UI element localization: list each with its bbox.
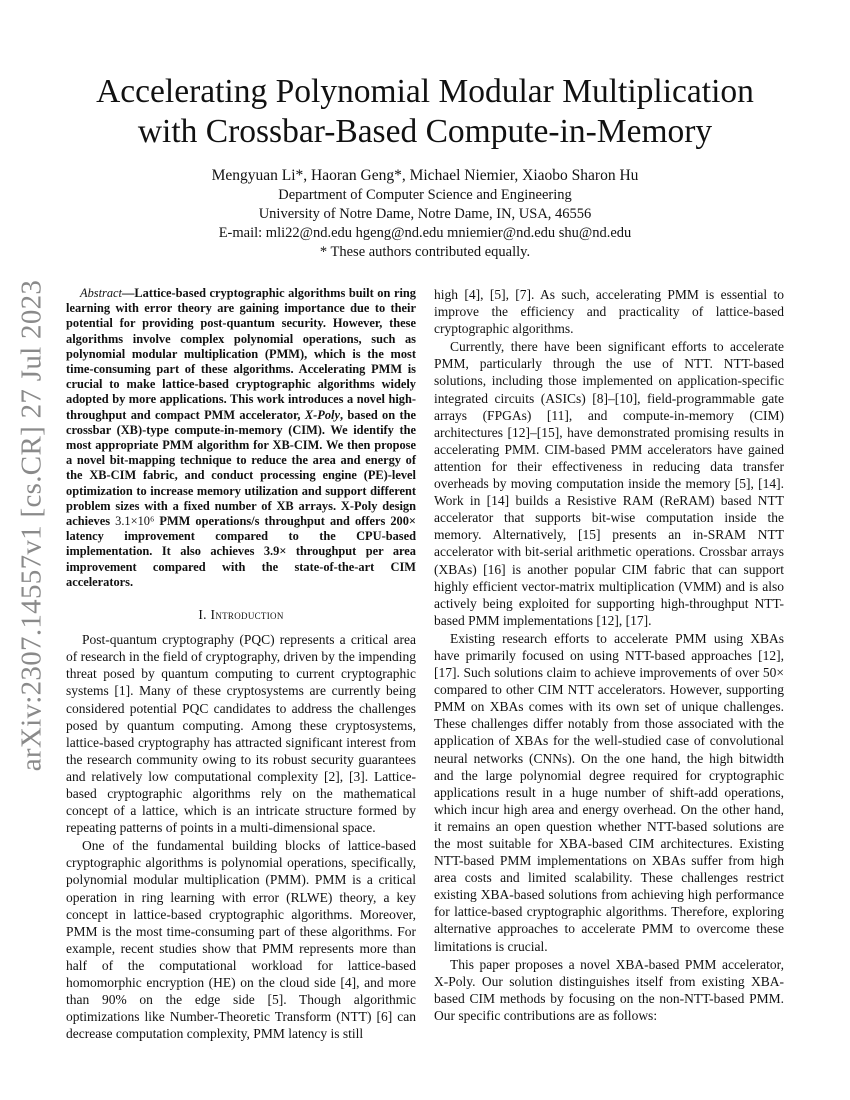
paper-title — [60, 72, 790, 152]
title-line-1: Accelerating Polynomial Modular Multiplication — [96, 73, 754, 110]
abstract-label: Abstract — [80, 286, 122, 300]
design-name: X-Poly — [304, 407, 340, 422]
author-university: University of Notre Dame, Notre Dame, IN, USA, 46556 — [258, 206, 592, 222]
author-names: Mengyuan Li*, Haoran Geng*, Michael Niemier, Xiaobo Sharon Hu — [211, 167, 639, 184]
intro-paragraph-3: Currently, there have been significant efforts to accelerate PMM, particularly through the use of NTT. NTT-based solutions, including those implemented on application-specific integrated circuits (ASICs) [8]–[10], field-programmable gate arrays (FPGAs) [11], and compute-in-memory (CIM) architectures [12]–[15], have demonstrated promising results in accelerating PMM. CIM-based PMM accelerators have gained attention for their effectiveness in reducing data transfer overheads by moving computation inside the memory [5], [14]. Work in [14] builds a Resistive RAM (ReRAM) based NTT accelerator that supports bit-wise computation inside the memory. Alternatively, [15] presents an in-SRAM NTT accelerator with bit-serial arithmetic operations. Crossbar arrays (XBAs) [16] is another popular CIM fabric that can support highly efficient vector-matrix multiplication (VMM) and is also actively being exploited for supporting high-throughput NTT-based PMM implementations [12], [17]. — [434, 339, 784, 628]
author-department: Department of Computer Science and Engineering — [278, 187, 572, 203]
author-note: * These authors contributed equally. — [319, 244, 531, 260]
title-line-2: with Crossbar-Based Compute-in-Memory — [137, 113, 713, 150]
intro-paragraph-2-continued: high [4], [5], [7]. As such, accelerating PMM is essential to improve the efficiency and practicality of lattice-based cryptographic algorithms. — [434, 287, 784, 337]
section-heading-introduction — [66, 606, 416, 623]
arxiv-identifier: arXiv:2307.14557v1 [cs.CR] 27 Jul 2023 — [15, 279, 48, 771]
abstract — [66, 286, 416, 590]
arxiv-stamp — [8, 279, 56, 771]
author-emails: E-mail: mli22@nd.edu hgeng@nd.edu mniemier@nd.edu shu@nd.edu — [218, 225, 632, 241]
intro-paragraph-2: One of the fundamental building blocks of lattice-based cryptographic algorithms is polynomial operations, specifically, polynomial modular multiplication (PMM). PMM is a critical operation in ring learning with error (RLWE) theory, a key concept in lattice-based cryptographic algorithms. Moreover, PMM is the most time-consuming part of these algorithms. For example, recent studies show that PMM represents more than half of the computational workload for lattice-based homomorphic encryption (HE) on the cloud side [4], and more than 90% on the edge side [5]. Though algorithmic optimizations like Number-Theoretic Transform (NTT) [6] can decrease computation complexity, PMM latency is still — [66, 838, 416, 1042]
intro-paragraph-5: This paper proposes a novel XBA-based PMM accelerator, X-Poly. Our solution distinguishes itself from existing XBA-based CIM methods by focusing on the non-NTT-based PMM. Our specific contributions are as follows: — [434, 956, 784, 1023]
throughput-value: 3.1×10⁶ — [115, 514, 155, 529]
abstract-text-1: —Lattice-based cryptographic algorithms built on ring learning with error theory are gaining importance due to their potential for providing post-quantum security. However, these algorithms involve complex polynomial operations, such as polynomial modular multiplication (PMM), which is the most time-consuming part of these algorithms. Accelerating PMM is crucial to make lattice-based cryptographic algorithms widely adopted by more applications. This work introduces a novel high-throughput and compact PMM accelerator, — [66, 286, 416, 422]
right-column — [434, 286, 784, 1025]
abstract-text-2: , based on the crossbar (XB)-type compute-in-memory (CIM). We identify the most appropriate PMM algorithm for XB-CIM. We then propose a novel bit-mapping technique to reduce the area and energy of the XB-CIM fabric, and conduct processing engine (PE)-level optimization to increase memory utilization and support different problem sizes with a fixed number of XB arrays. X-Poly design achieves — [66, 407, 416, 529]
section-number: I. — [198, 607, 207, 623]
author-block — [100, 166, 750, 262]
abstract-text-3: PMM operations/s throughput and offers 200× latency improvement compared to the CPU-based implementation. It also achieves 3.9× throughput per area improvement compared with the state-of-the-art CIM accelerators. — [66, 514, 416, 589]
section-title: Introduction — [210, 607, 284, 623]
left-column — [66, 286, 416, 1043]
intro-paragraph-1: Post-quantum cryptography (PQC) represents a critical area of research in the field of cryptography, driven by the impending threat posed by quantum computing to current cryptographic systems [1]. Many of these cryptosystems are currently being considered potential PQC candidates to address the challenges posed by quantum computing. Among these cryptosystems, lattice-based cryptography has attracted significant interest from the research community owing to its robust security guarantees and relatively low computational complexity [2], [3]. Lattice-based cryptographic algorithms rely on the mathematical concept of a lattice, which is an intricate structure formed by repeating patterns of points in a multi-dimensional space. — [66, 632, 416, 836]
intro-paragraph-4: Existing research efforts to accelerate PMM using XBAs have primarily focused on using NTT-based approaches [12], [17]. Such solutions claim to achieve improvements of over 50× compared to other CIM NTT accelerators. However, supporting PMM on XBAs comes with its own set of unique challenges. These challenges differ notably from those associated with the application of XBAs for the well-studied case of convolutional neural networks (CNNs). On the one hand, the high bitwidth and the large polynomial degree required for cryptographic applications result in a huge number of shift-add operations, which incur high area and energy overhead. On the other hand, it remains an open question whether NTT-based solutions are the most suitable for XBA-based CIM architectures. Existing NTT-based PMM implementations on XBAs suffer from high area costs and limited scalability. These challenges restrict existing XBA-based solutions from achieving high performance for lattice-based cryptographic algorithms. Therefore, exploring alternative approaches to accelerate PMM to overcome these limitations is crucial. — [434, 630, 784, 954]
